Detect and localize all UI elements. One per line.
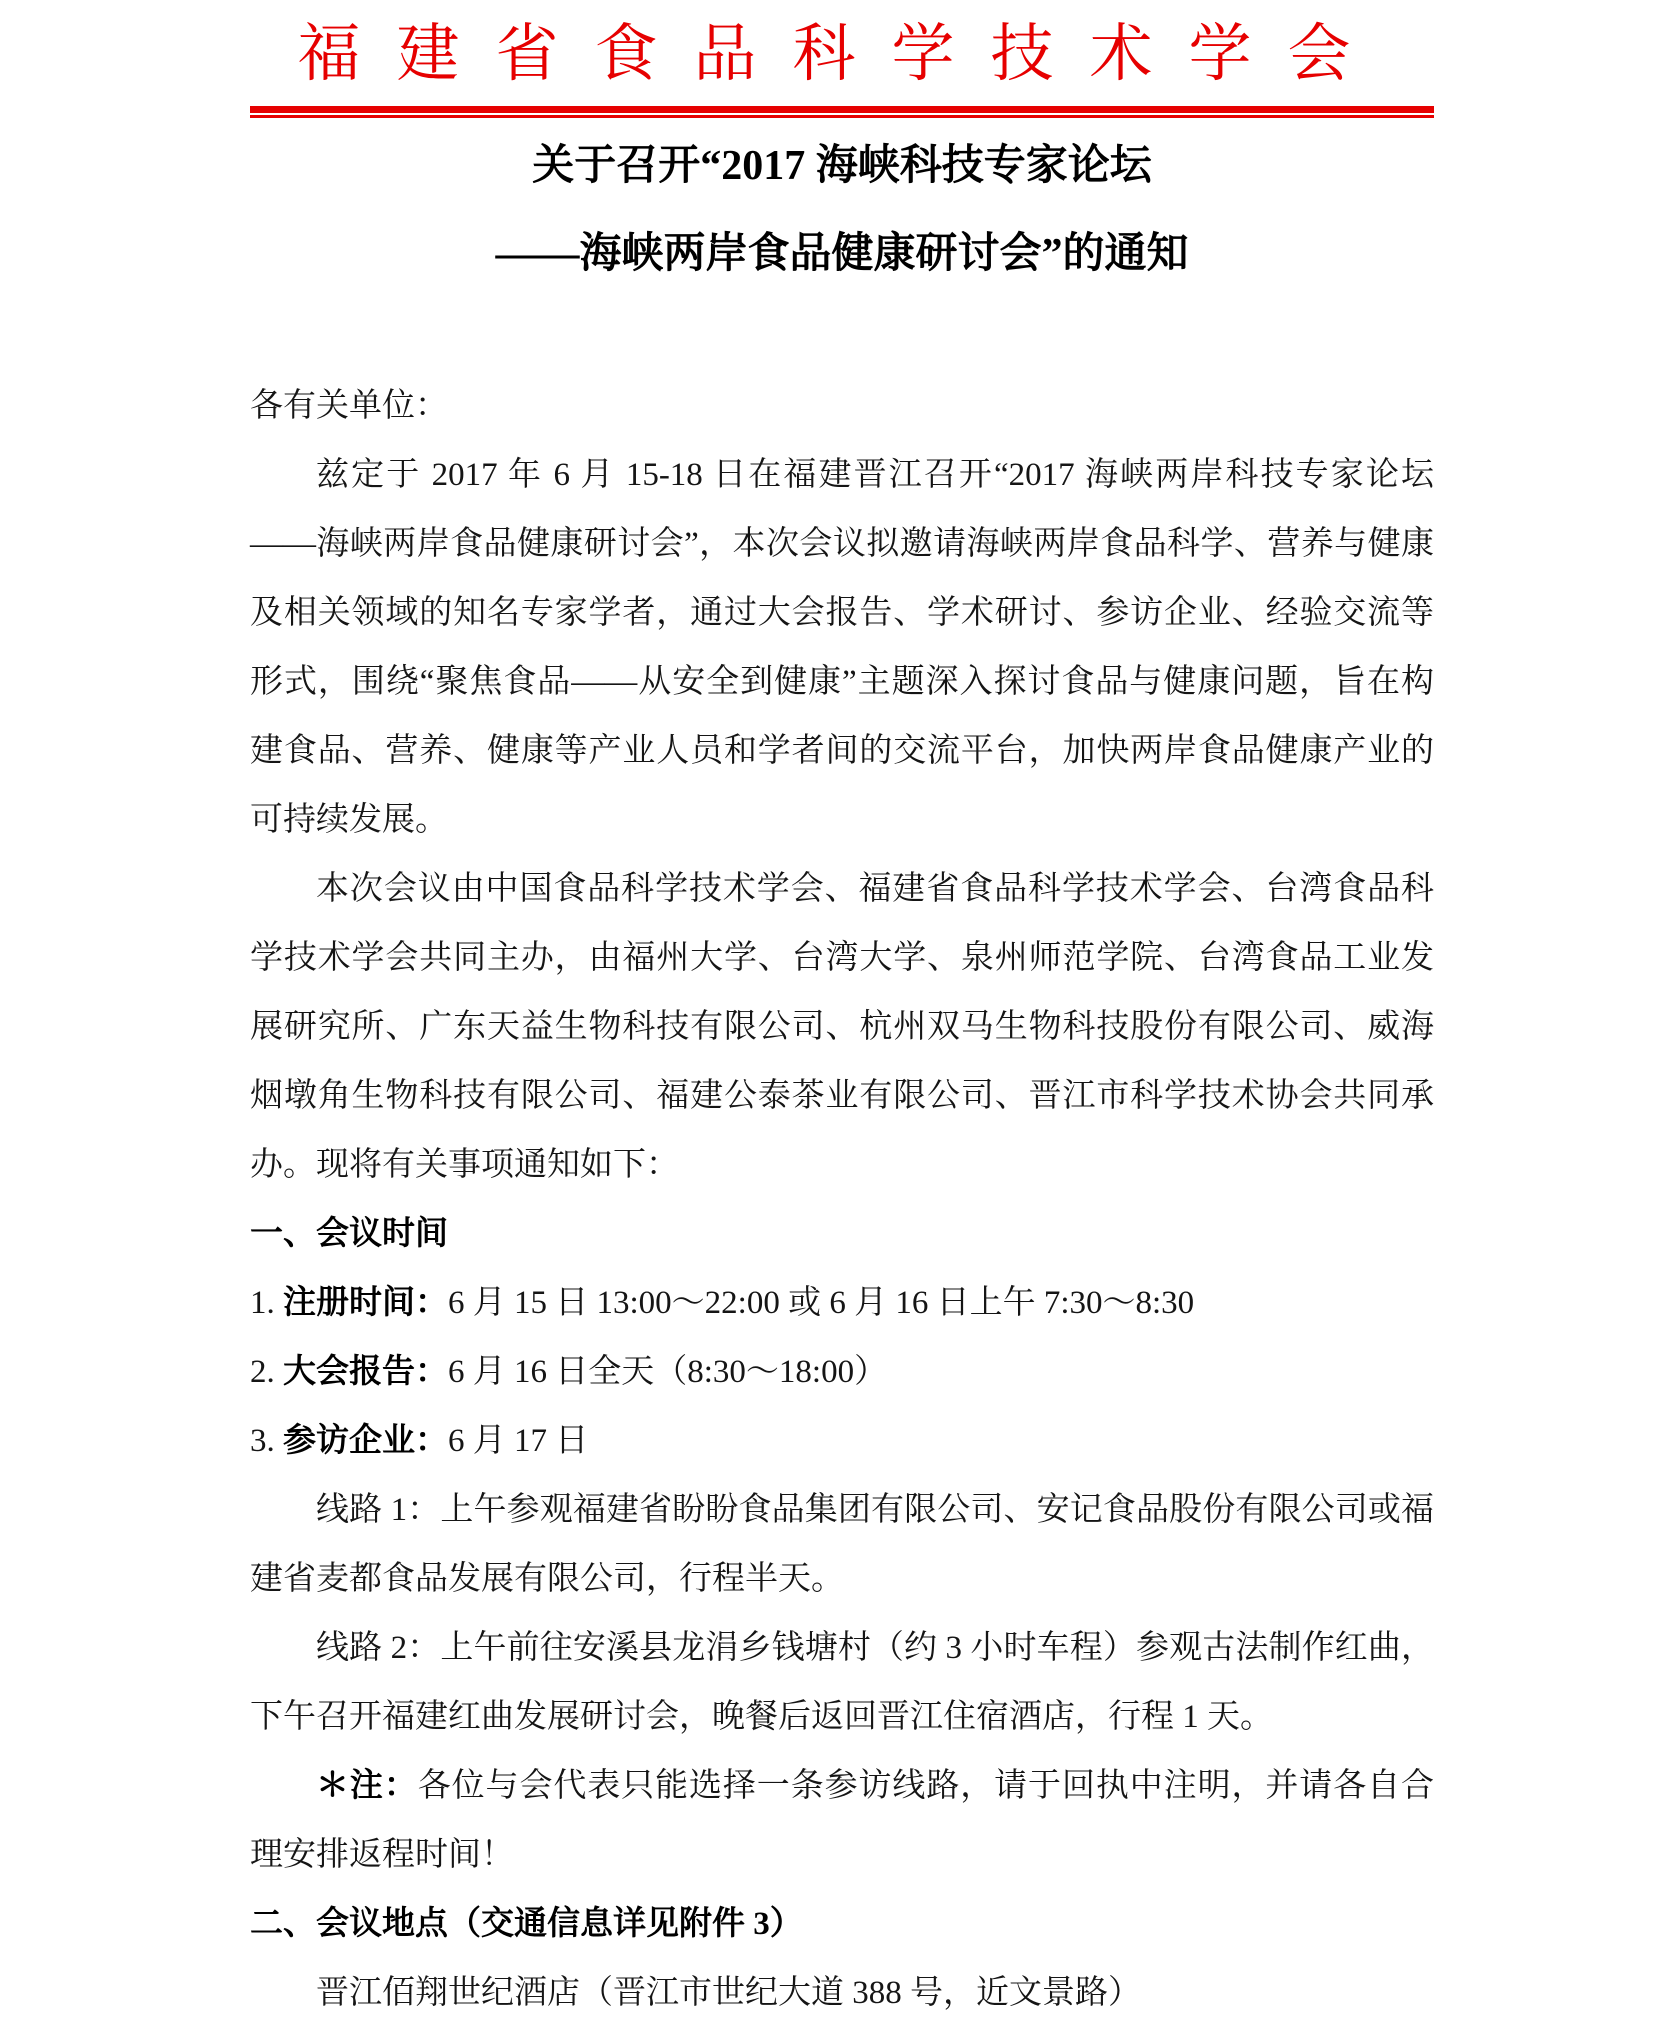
letterhead-rule <box>250 106 1434 118</box>
item-text: 6 月 17 日 <box>448 1423 589 1460</box>
route-1: 线路 1：上午参观福建省盼盼食品集团有限公司、安记食品股份有限公司或福建省麦都食品发展有限公司，行程半天。 <box>250 1492 1434 1598</box>
section-heading-meeting-time: 一、会议时间 <box>250 1216 448 1253</box>
section-heading-venue: 二、会议地点（交通信息详见附件 3） <box>250 1906 803 1943</box>
notice-body <box>250 372 1434 2028</box>
letterhead-rule-thin <box>250 115 1434 118</box>
content-column <box>250 0 1434 2028</box>
item-text: 6 月 15 日 13:00～22:00 或 6 月 16 日上午 7:30～8:30 <box>448 1285 1195 1322</box>
letterhead-rule-thick <box>250 106 1434 113</box>
venue-line: 晋江佰翔世纪酒店（晋江市世纪大道 388 号，近文景路） <box>316 1975 1141 2012</box>
item-number: 3. <box>250 1423 275 1460</box>
item-text: 6 月 16 日全天（8:30～18:00） <box>448 1354 888 1391</box>
item-number: 2. <box>250 1354 275 1391</box>
note-label: ＊注： <box>316 1768 418 1805</box>
agenda-item-registration <box>250 1269 1434 1338</box>
notice-title-line1: 关于召开“2017 海峡科技专家论坛 <box>532 142 1152 189</box>
item-label: 大会报告： <box>283 1354 448 1391</box>
paragraph-organizers: 本次会议由中国食品科学技术学会、福建省食品科学技术学会、台湾食品科学技术学会共同主办，由福州大学、台湾大学、泉州师范学院、台湾食品工业发展研究所、广东天益生物科技有限公司、杭州双马生物科技股份有限公司、威海烟墩角生物科技有限公司、福建公泰茶业有限公司、晋江市科学技术协会共同承办。现将有关事项通知如下： <box>250 871 1434 1184</box>
agenda-item-plenary-report <box>250 1338 1434 1407</box>
paragraph-intro: 兹定于 2017 年 6 月 15-18 日在福建晋江召开“2017 海峡两岸科技专家论坛——海峡两岸食品健康研讨会”，本次会议拟邀请海峡两岸食品科学、营养与健康及相关领域的知名专家学者，通过大会报告、学术研讨、参访企业、经验交流等形式，围绕“聚焦食品——从安全到健康”主题深入探讨食品与健康问题，旨在构建食品、营养、健康等产业人员和学者间的交流平台，加快两岸食品健康产业的可持续发展。 <box>250 457 1434 839</box>
salutation: 各有关单位： <box>250 388 448 425</box>
item-label: 参访企业： <box>283 1423 448 1460</box>
letterhead-org-name: 福建省食品科学技术学会 <box>297 19 1387 89</box>
note-paragraph <box>250 1752 1434 1890</box>
notice-title-line2: ——海峡两岸食品健康研讨会”的通知 <box>495 231 1189 278</box>
route-2: 线路 2：上午前往安溪县龙涓乡钱塘村（约 3 小时车程）参观古法制作红曲，下午召开福建红曲发展研讨会，晚餐后返回晋江住宿酒店，行程 1 天。 <box>250 1630 1434 1736</box>
agenda-item-company-visit <box>250 1407 1434 1476</box>
item-label: 注册时间： <box>283 1285 448 1322</box>
item-number: 1. <box>250 1285 275 1322</box>
note-text: 各位与会代表只能选择一条参访线路，请于回执中注明，并请各自合理安排返程时间！ <box>250 1768 1434 1874</box>
